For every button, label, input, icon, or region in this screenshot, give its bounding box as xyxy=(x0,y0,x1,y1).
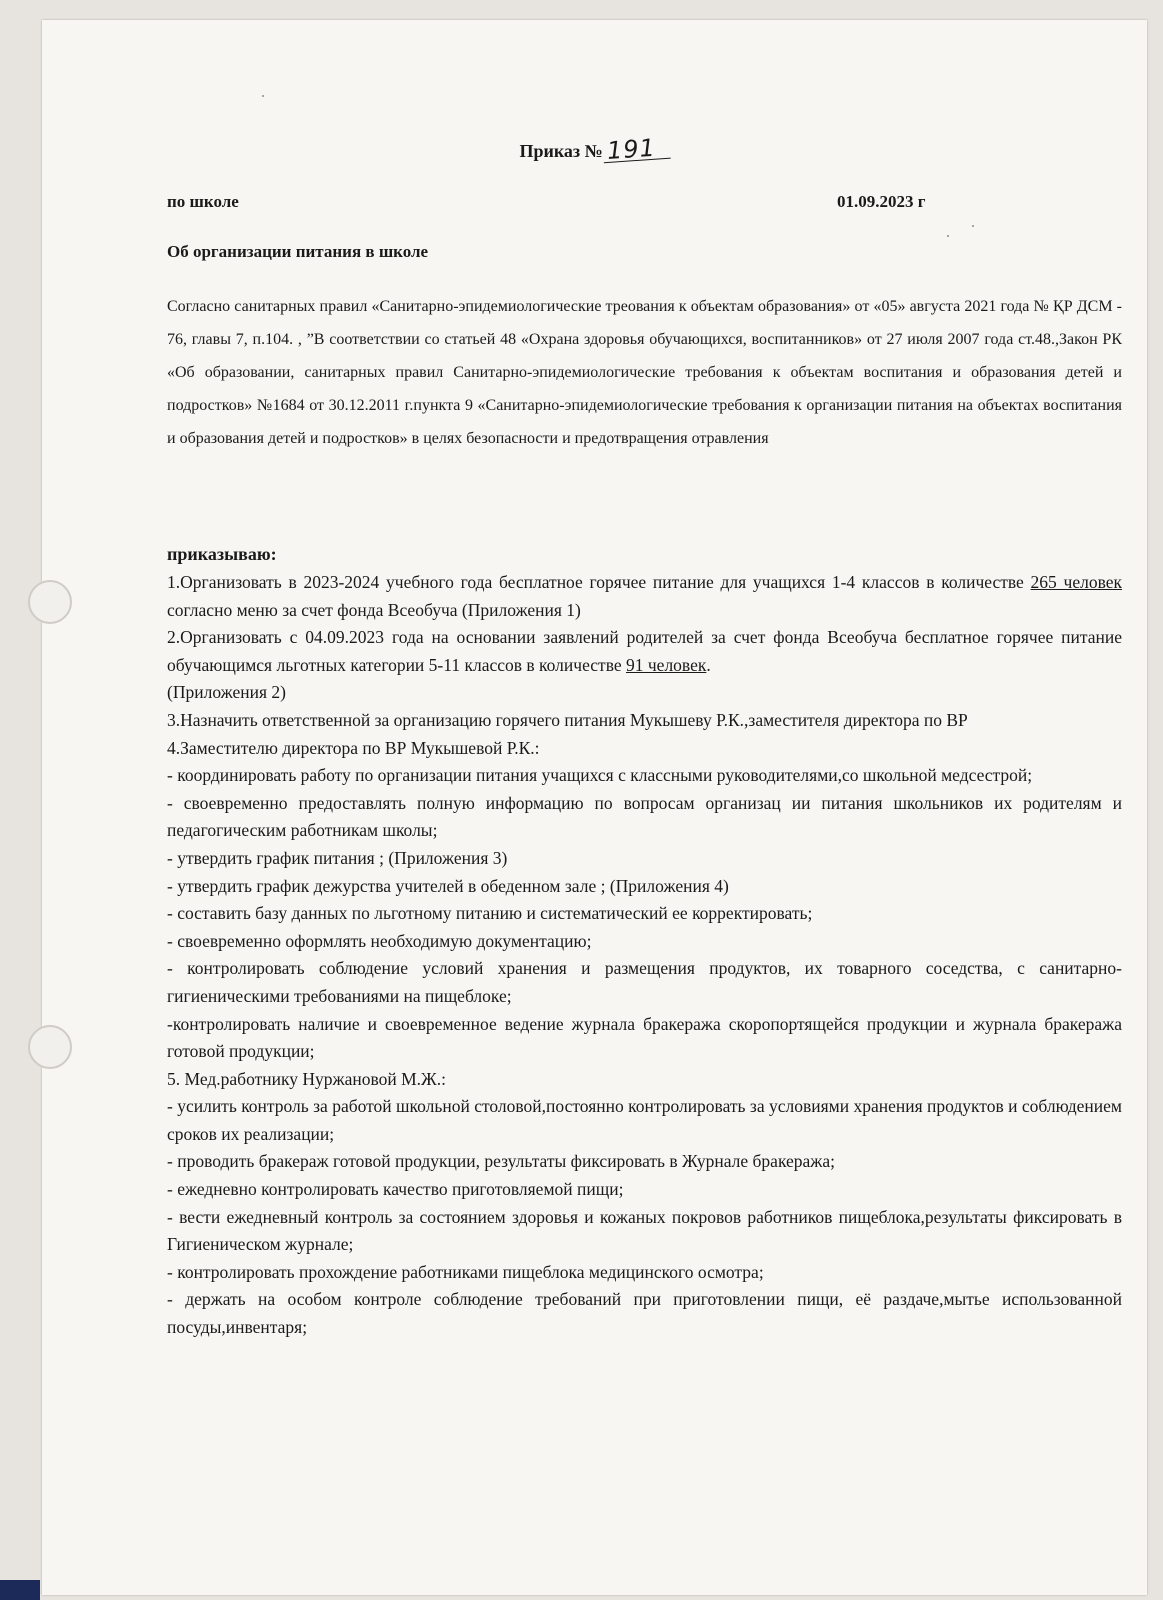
order-item-2-appendix: (Приложения 2) xyxy=(167,682,286,703)
document-date: 01.09.2023 г xyxy=(837,192,926,211)
list-item: - держать на особом контроле соблюдение требований при приготовлении пищи, её раздаче,мытье использованной посуды,инвентаря; xyxy=(167,1289,1122,1338)
document-subject: Об организации питания в школе xyxy=(167,242,429,261)
order-items xyxy=(167,569,1122,1342)
handwritten-order-number: 191 xyxy=(602,136,670,164)
punch-hole xyxy=(28,580,72,624)
list-item: - составить базу данных по льготному питанию и систематический ее корректировать; xyxy=(167,903,813,924)
list-item: - координировать работу по организации питания учащихся с классными руководителями,со школьной медсестрой; xyxy=(167,765,1033,786)
list-item: - контролировать прохождение работниками пищеблока медицинского осмотра; xyxy=(167,1261,764,1282)
list-item: - утвердить график дежурства учителей в обеденном зале ; (Приложения 4) xyxy=(167,875,729,896)
item1-count: 265 человек xyxy=(1030,572,1123,592)
order-item-5-heading: 5. Мед.работнику Нуржановой М.Ж.: xyxy=(167,1068,446,1089)
list-item: - проводить бракераж готовой продукции, результаты фиксировать в Журнале бракеража; xyxy=(167,1151,836,1172)
order-item-2: 2.Организовать с 04.09.2023 года на основании заявлений родителей за счет фонда Всеобуча бесплатное горячее питание обучающимся льготных категории 5-11 классов в количестве 91 человек. xyxy=(167,627,1122,675)
list-item: - своевременно оформлять необходимую документацию; xyxy=(167,930,592,951)
order-item-3: 3.Назначить ответственной за организацию горячего питания Мукышеву Р.К.,заместителя директора по ВР xyxy=(167,709,968,730)
list-item: -контролировать наличие и своевременное ведение журнала бракеража скоропортящейся продукции и журнала бракеража готовой продукции; xyxy=(167,1013,1122,1062)
scan-speck xyxy=(262,95,264,97)
list-item: - усилить контроль за работой школьной столовой,постоянно контролировать за условиями хранения продуктов и соблюдением сроков их реализации; xyxy=(167,1096,1122,1144)
order-word: приказываю: xyxy=(167,544,277,564)
order-item-4-heading: 4.Заместителю директора по ВР Мукышевой Р.К.: xyxy=(167,737,540,758)
scan-speck xyxy=(947,235,949,237)
scan-speck xyxy=(972,225,974,227)
document-location: по школе xyxy=(167,192,239,211)
document-title xyxy=(42,133,1147,166)
list-item: - ежедневно контролировать качество приготовляемой пищи; xyxy=(167,1179,624,1200)
list-item: - вести ежедневный контроль за состоянием здоровья и кожаных покровов работников пищеблока,результаты фиксировать в Гигиеническом журнале; xyxy=(167,1206,1122,1255)
order-item-1: 1.Организовать в 2023-2024 учебного года бесплатное горячее питание для учащихся 1-4 классов в количестве 265 человек согласно меню за счет фонда Всеобуча (Приложения 1) xyxy=(167,572,1123,620)
list-item: - контролировать соблюдение условий хранения и размещения продуктов, их товарного соседства, с санитарно-гигиеническими требованиями на пищеблоке; xyxy=(167,958,1122,1006)
preamble-paragraph: Согласно санитарных правил «Санитарно-эпидемиологические треования к объектам образования» от «05» августа 2021 года № ҚР ДСМ - 76, главы 7, п.104. , ”В соответствии со статьей 48 «Охрана здоровья обучающихся, воспитанников» от 27 июля 2007 года ст.48.,Закон РК «Об образовании, санитарных правил Санитарно-эпидемиологические требования к объектам воспитания и образования детей и подростков» №1684 от 30.12.2011 г.пункта 9 «Санитарно-эпидемиологические требования к организации питания на объектах воспитания и образования детей и подростков» в целях безопасности и предотвращения отравления xyxy=(167,298,1122,447)
scan-edge xyxy=(0,1580,40,1600)
item2-count: 91 человек xyxy=(626,654,707,675)
list-item: - утвердить график питания ; (Приложения 3) xyxy=(167,847,508,868)
title-prefix: Приказ № xyxy=(519,141,603,161)
list-item: - своевременно предоставлять полную информацию по вопросам организац ии питания школьников их родителям и педагогическим работникам школы; xyxy=(167,792,1122,841)
punch-hole xyxy=(28,1025,72,1069)
document-page xyxy=(42,20,1147,1595)
